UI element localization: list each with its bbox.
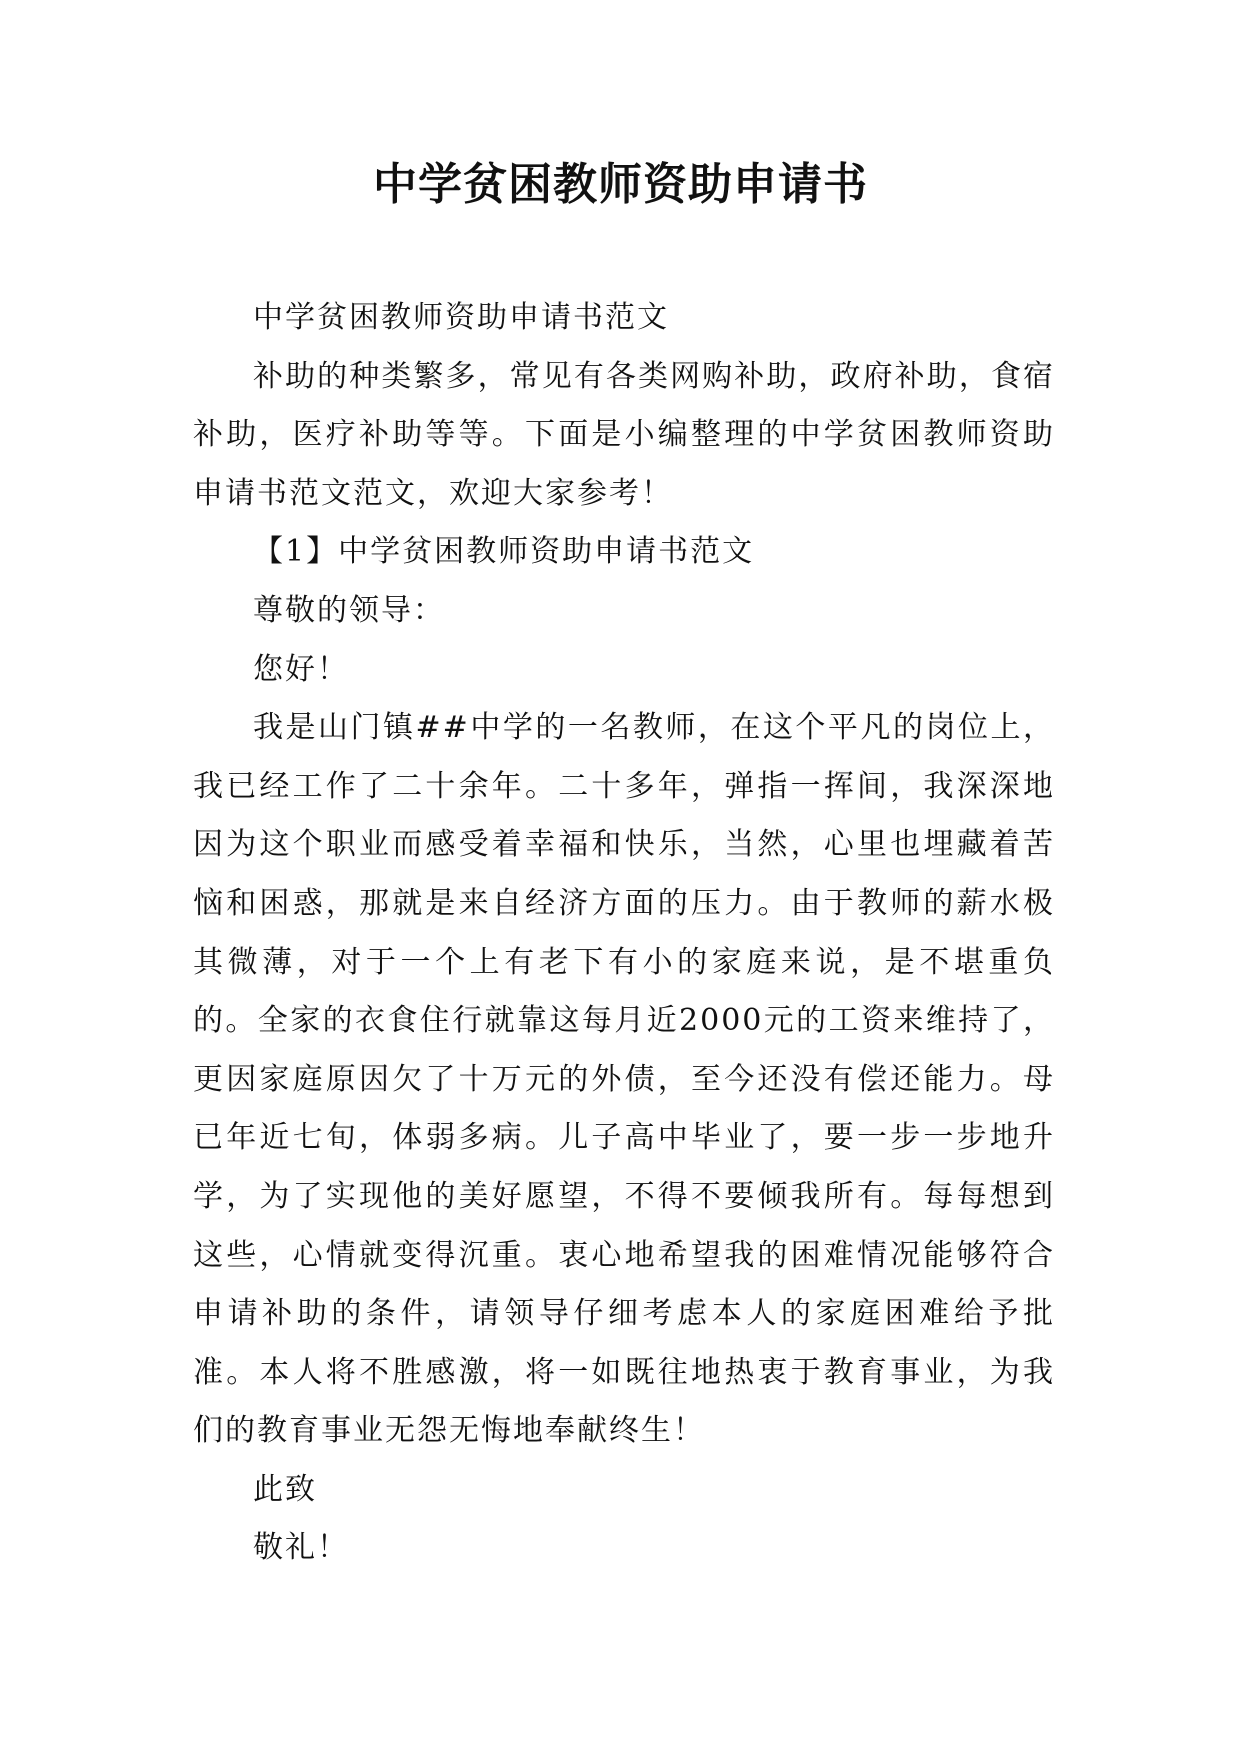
subtitle-paragraph: 中学贫困教师资助申请书范文 (253, 300, 669, 335)
closing-regards: 敬礼！ (253, 1530, 349, 1566)
main-paragraph: 我是山门镇##中学的一名教师，在这个平凡的岗位上，我已经工作了二十余年。二十多年，弹指一挥间，我深深地因为这个职业而感受着幸福和快乐，当然，心里也埋藏着苦恼和困惑，那就是来自经济方面的压力。由于教师的薪水极其微薄，对于一个上有老下有小的家庭来说，是不堪重负的。全家的衣食住行就靠这每月近2000元的工资来维持了，更因家庭原因欠了十万元的外债，至今还没有偿还能力。母已年近七旬，体弱多病。儿子高中毕业了，要一步一步地升学，为了实现他的美好愿望，不得不要倾我所有。每每想到这些，心情就变得沉重。衷心地希望我的困难情况能够符合申请补助的条件，请领导仔细考虑本人的家庭困难给予批准。本人将不胜感激，将一如既往地热衷于教育事业，为我们的教育事业无怨无悔地奉献终生！ (193, 710, 1055, 1449)
intro-paragraph: 补助的种类繁多，常见有各类网购补助，政府补助，食宿补助，医疗补助等等。下面是小编整理的中学贫困教师资助申请书范文范文，欢迎大家参考！ (193, 358, 1055, 511)
document-title: 中学贫困教师资助申请书 (373, 159, 868, 210)
document-body (193, 289, 1055, 1578)
closing-line: 此致 (253, 1471, 317, 1507)
salutation: 尊敬的领导： (253, 592, 445, 628)
greeting: 您好！ (253, 651, 349, 687)
section-heading: 【1】中学贫困教师资助申请书范文 (253, 534, 755, 570)
